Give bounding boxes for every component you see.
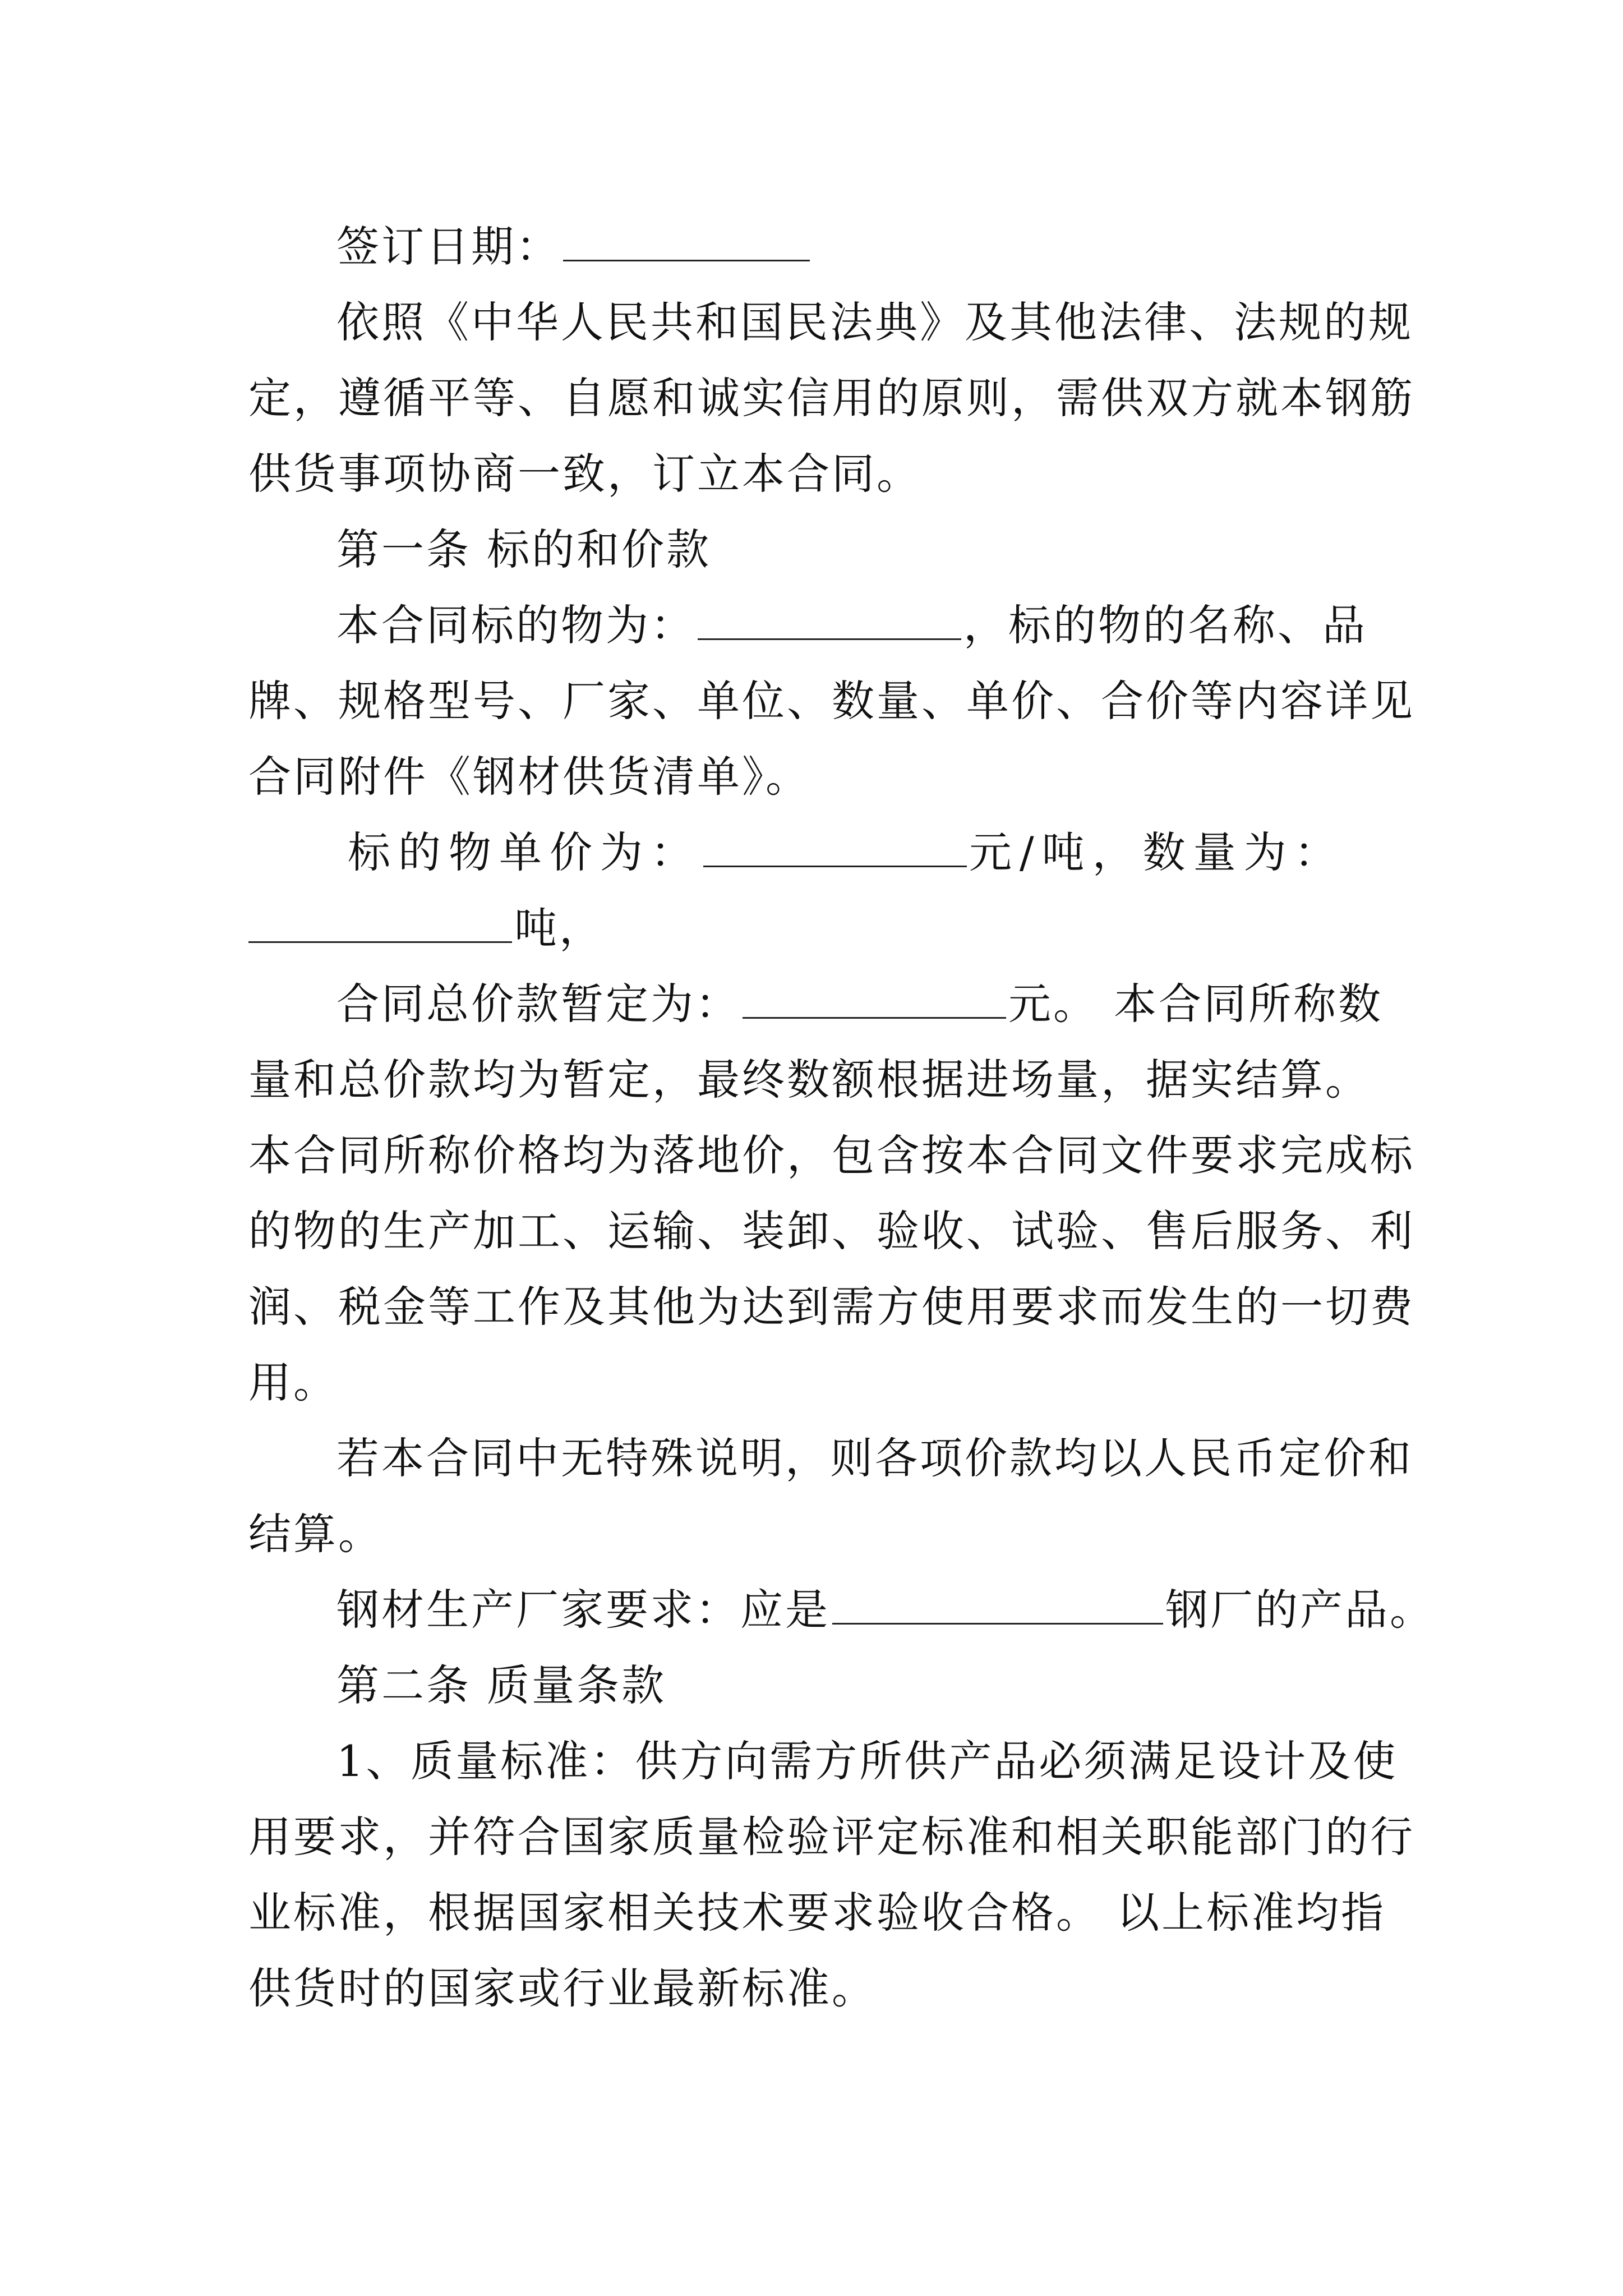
article-2-title: 第二条 质量条款 (336, 1660, 667, 1710)
currency-line-2: 结算。 (248, 1509, 383, 1559)
total-suffix: 元。 本合同所称数 (1008, 979, 1384, 1029)
total-line-4: 的物的生产加工、运输、装卸、验收、试验、售后服务、利 (248, 1206, 1415, 1256)
sign-date-label: 签订日期： (336, 222, 561, 272)
currency-line-1: 若本合同中无特殊说明，则各项价款均以人民币定价和 (336, 1433, 1413, 1483)
manufacturer-blank (832, 1587, 1163, 1625)
quality-line-3: 业标准，根据国家相关技术要求验收合格。 以上标准均指 (248, 1888, 1386, 1938)
total-line-6: 用。 (248, 1358, 338, 1407)
unit-price-unit: 元/吨，数量为： (969, 827, 1345, 877)
manufacturer-line (336, 1583, 1435, 1637)
total-blank (743, 981, 1006, 1019)
subject-line-3: 合同附件《钢材供货清单》。 (248, 752, 810, 802)
intro-line-2: 定，遵循平等、自愿和诚实信用的原则，需供双方就本钢筋 (248, 373, 1415, 423)
total-price-line (336, 977, 1391, 1031)
total-line-5: 润、税金等工作及其他为达到需方使用要求而发生的一切费 (248, 1282, 1415, 1332)
total-prefix: 合同总价款暂定为： (336, 979, 740, 1029)
manufacturer-suffix: 钢厂的产品。 (1165, 1585, 1435, 1635)
subject-blank (698, 602, 961, 640)
subject-line-2: 牌、规格型号、厂家、单位、数量、单价、合价等内容详见 (248, 676, 1415, 726)
intro-line-3: 供货事项协商一致，订立本合同。 (248, 449, 921, 499)
total-line-2: 量和总价款均为暂定，最终数额根据进场量，据实结算。 (248, 1055, 1370, 1105)
subject-suffix: ，标的物的名称、品 (963, 600, 1367, 650)
quality-line-2: 用要求，并符合国家质量检验评定标准和相关职能部门的行 (248, 1812, 1415, 1862)
quantity-blank (248, 905, 512, 943)
intro-line-1: 依照《中华人民共和国民法典》及其他法律、法规的规 (336, 297, 1413, 347)
unit-price-prefix: 标的物单价为： (348, 827, 701, 877)
article-1-title: 第一条 标的和价款 (336, 524, 712, 574)
quality-line-4: 供货时的国家或行业最新标准。 (248, 1963, 877, 2013)
sign-date-blank (563, 224, 810, 261)
unit-price-blank (703, 830, 967, 867)
subject-line (336, 599, 1391, 652)
subject-prefix: 本合同标的物为： (336, 600, 695, 650)
manufacturer-prefix: 钢材生产厂家要求：应是 (336, 1585, 830, 1635)
total-line-3: 本合同所称价格均为落地价，包含按本合同文件要求完成标 (248, 1130, 1415, 1180)
unit-price-line (348, 826, 1402, 880)
quantity-unit: 吨， (514, 903, 604, 953)
sign-date-line (336, 220, 1391, 274)
quality-line-1: 1、质量标准：供方向需方所供产品必须满足设计及使 (336, 1736, 1398, 1786)
quantity-line (248, 901, 1387, 955)
